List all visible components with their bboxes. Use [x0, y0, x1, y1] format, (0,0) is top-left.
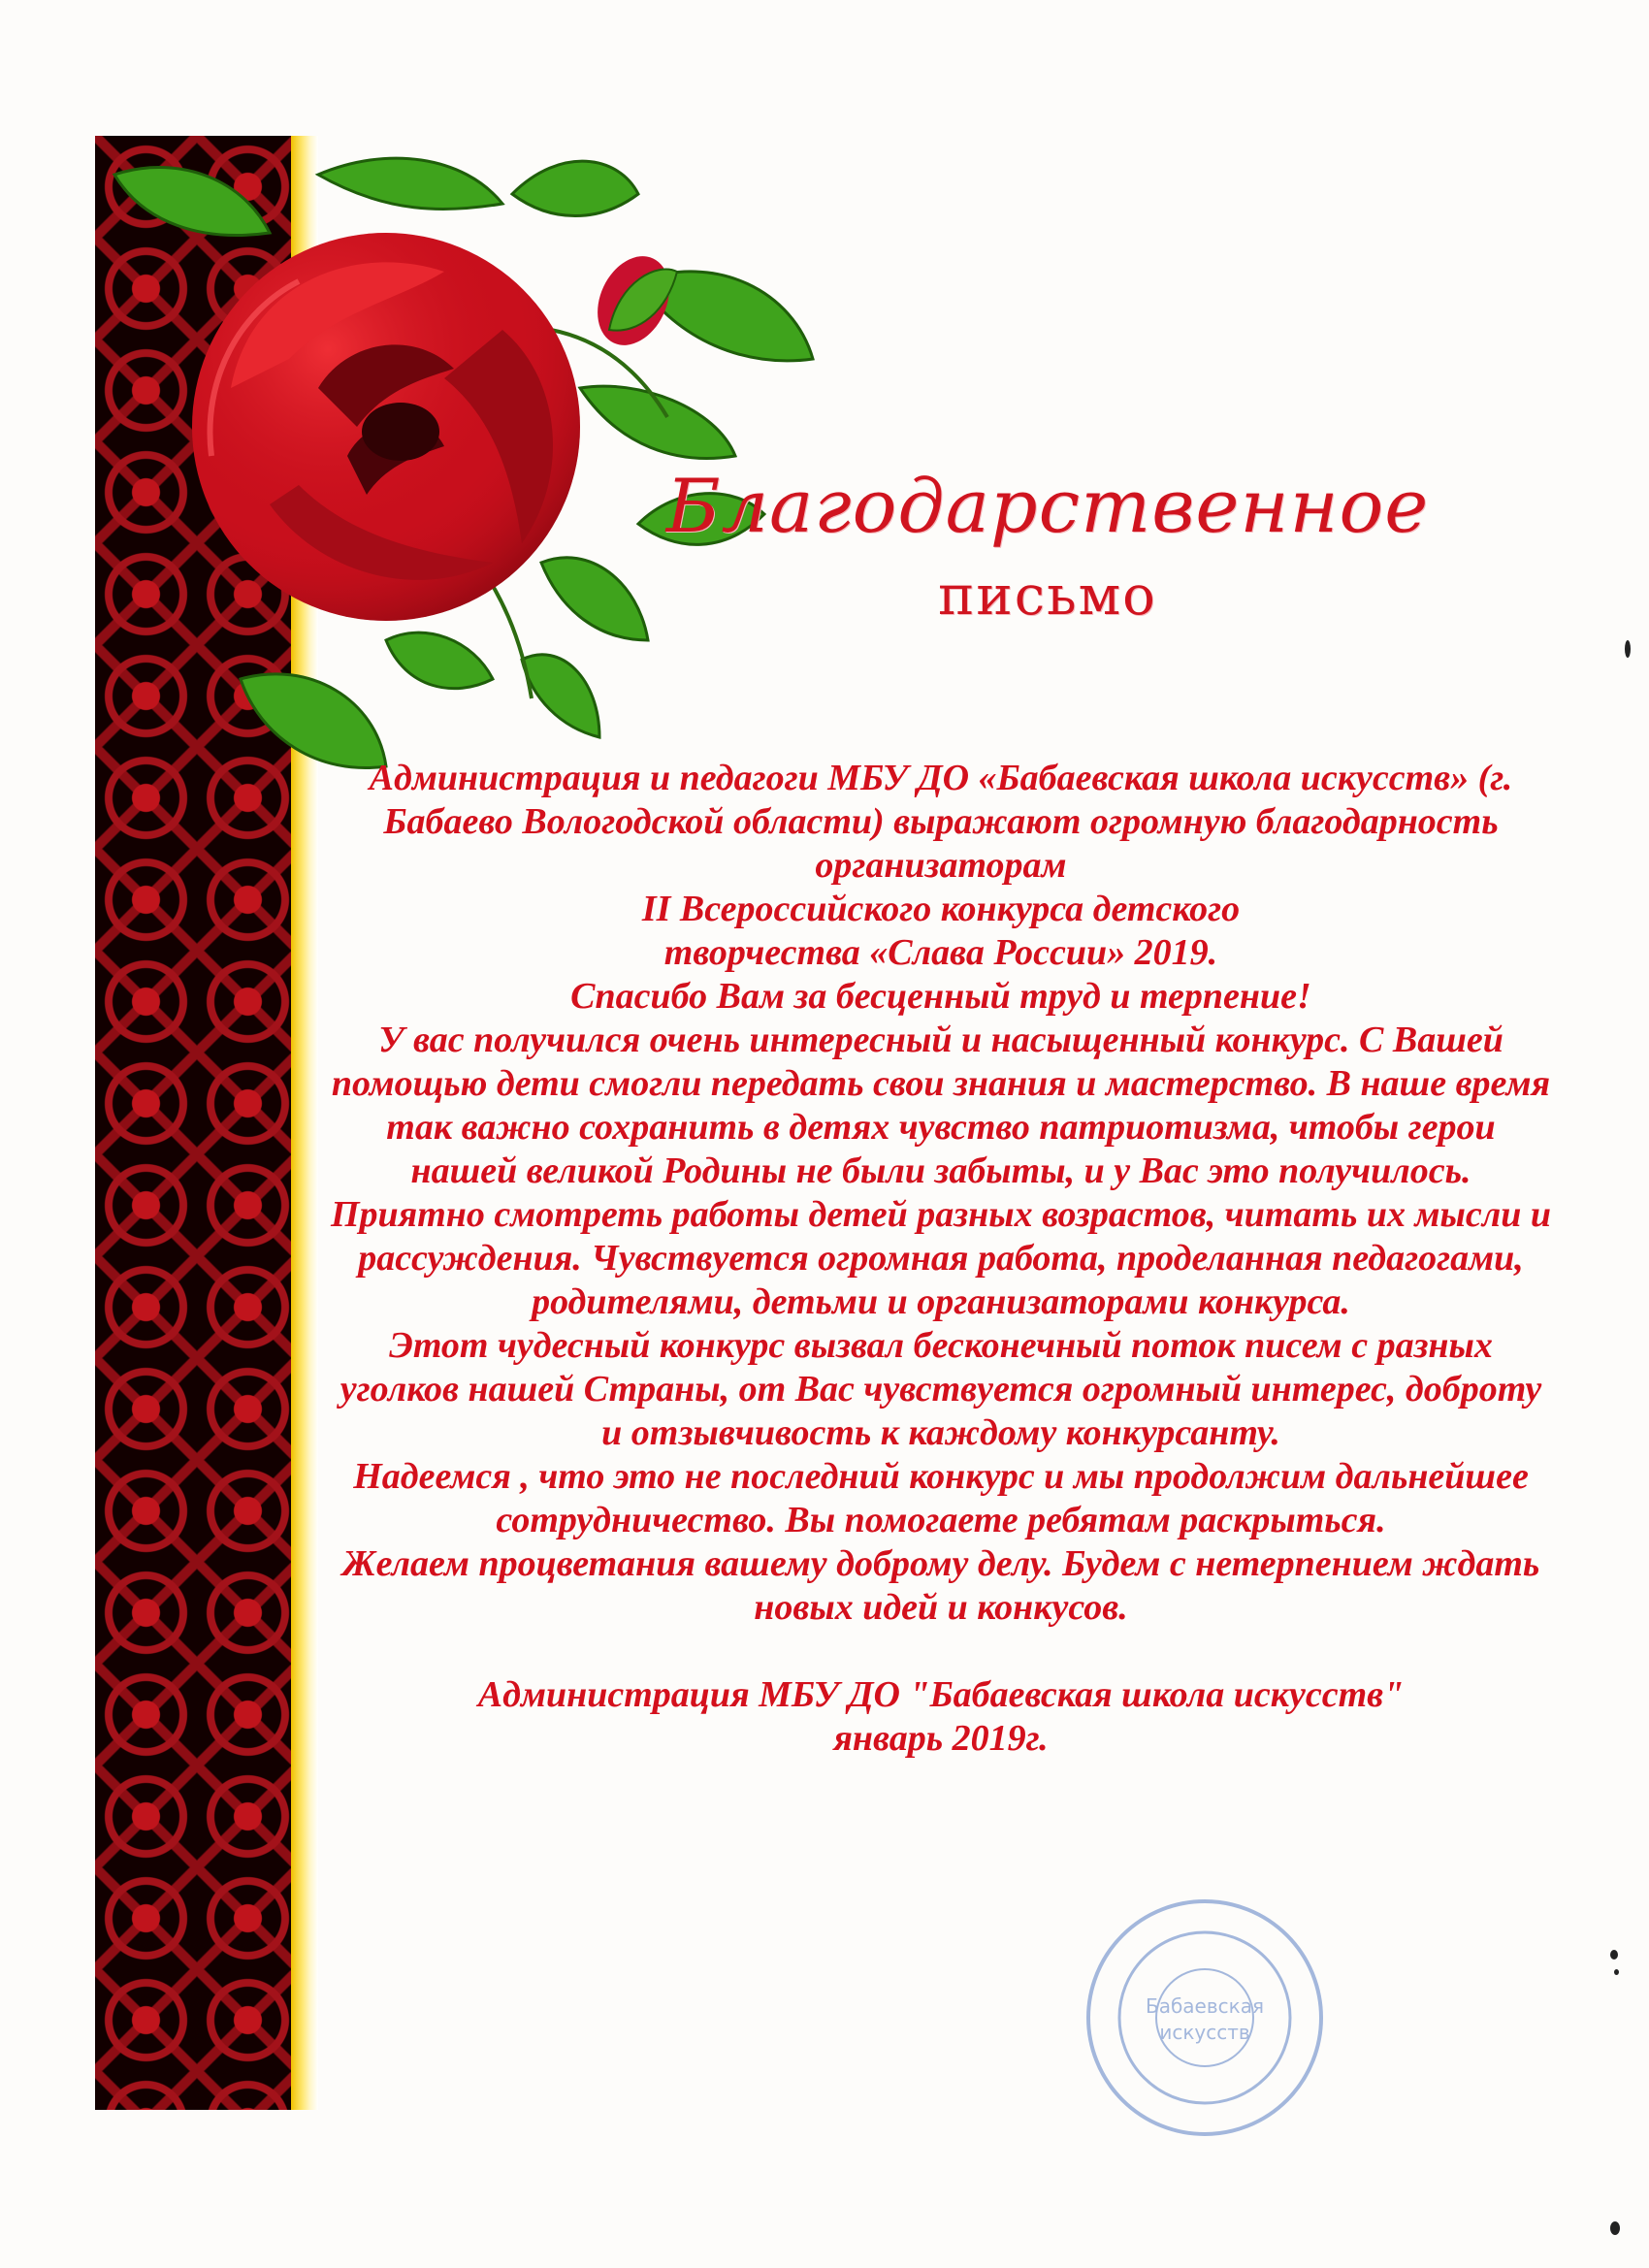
scan-speck — [1625, 640, 1631, 658]
paragraph-contest-year: творчества «Слава России» 2019. — [663, 932, 1218, 973]
paragraph-letters: Этот чудесный конкурс вызвал бесконечный поток писем с разных уголков нашей Страны, от Вас чувствуется огромный интерес, доброту и отзывчивость к каждому конкурсанту. — [340, 1325, 1542, 1453]
title-sub: письмо — [938, 564, 1157, 628]
title-main: Благодарственное — [665, 463, 1430, 549]
scan-speck — [1614, 1969, 1619, 1975]
paragraph-contest-name: II Всероссийского конкурса детского — [641, 889, 1241, 929]
scan-speck — [1610, 1950, 1618, 1960]
scan-speck — [1610, 2221, 1620, 2235]
letter-body — [330, 757, 1552, 1761]
paragraph-thanks: Спасибо Вам за бесценный труд и терпение! — [570, 976, 1311, 1017]
letter-date: январь 2019г. — [833, 1718, 1049, 1759]
stamp-seal-icon — [1079, 1892, 1331, 2144]
official-stamp — [1079, 1892, 1331, 2144]
paragraph-intro: Администрация и педагоги МБУ ДО «Бабаевская школа искусств» (г. Бабаево Вологодской области) выражают огромную благодарность организаторам — [369, 758, 1513, 886]
letter-title — [660, 463, 1436, 628]
paragraph-wishes: Желаем процветания вашему доброму делу. Будем с нетерпением ждать новых идей и конкусов. — [341, 1543, 1540, 1628]
signature: Администрация МБУ ДО "Бабаевская школа искусств" — [477, 1674, 1405, 1715]
paragraph-hope: Надеемся , что это не последний конкурс и мы продолжим дальнейшее сотрудничество. Вы помогаете ребятам раскрыться. — [353, 1456, 1529, 1540]
stamp-line2: искусств — [1159, 2021, 1250, 2044]
stamp-line1: Бабаевская — [1145, 1994, 1265, 2018]
paragraph-impressions: У вас получился очень интересный и насыщенный конкурс. С Вашей помощью дети смогли передать свои знания и мастерство. В наше время так важно сохранить в детях чувство патриотизма, чтобы герои нашей великой Родины не были забыты, и у Вас это получилось. Приятно смотреть работы детей разных возрастов, читать их мысли и рассуждения. Чувствуется огромная работа, проделанная педагогами, родителями, детьми и организаторами конкурса. — [330, 1020, 1552, 1322]
